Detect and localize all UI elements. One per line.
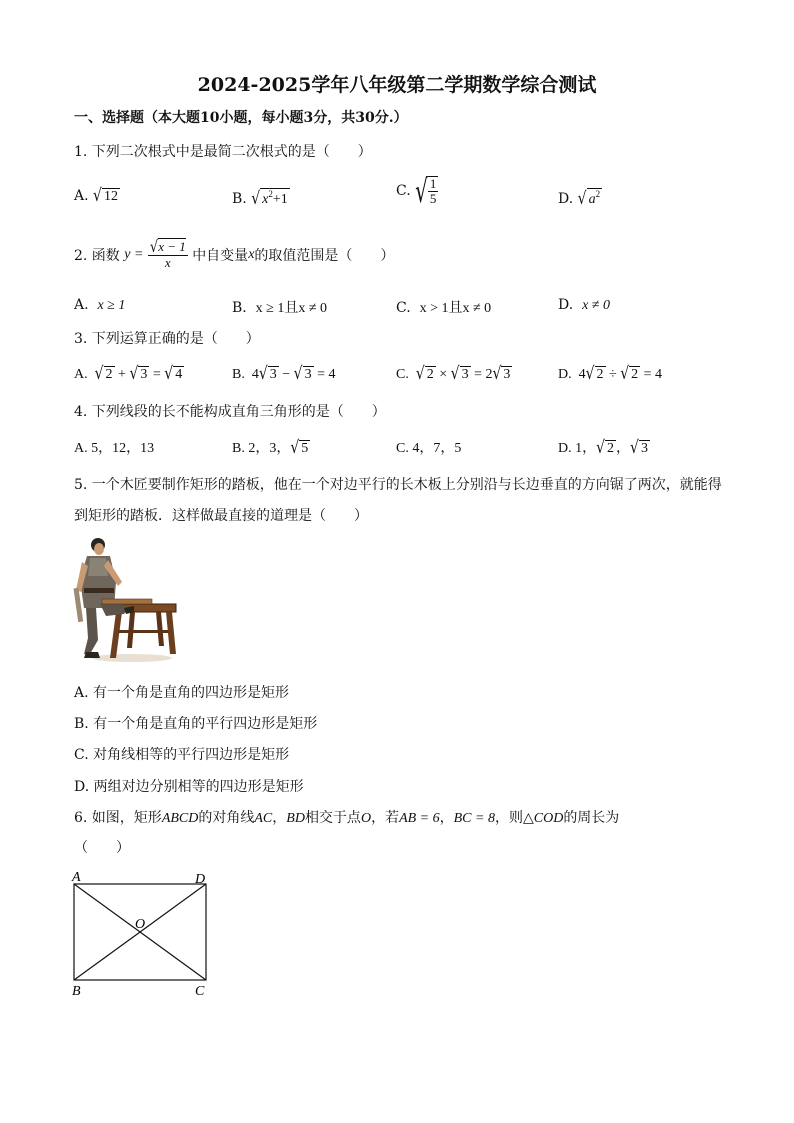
stem-text: 的周长为 xyxy=(563,810,620,826)
question-4-option-b[interactable]: B. 2，3，√ 5 xyxy=(232,438,309,458)
rectangle-name: ABCD xyxy=(161,811,199,826)
result: = 4 xyxy=(643,367,663,382)
rectangle-abcd-diagram xyxy=(66,868,216,1000)
question-4-stem: 4. 下列线段的长不能构成直角三角形的是（ ） xyxy=(74,404,386,420)
question-5-option-a[interactable]: A. 有一个角是直角的四边形是矩形 xyxy=(74,685,290,701)
option-text: x > 1且x ≠ 0 xyxy=(419,301,492,316)
triangle-cod: COD xyxy=(533,811,564,826)
radicand: 2 xyxy=(607,441,615,456)
option-label: D. xyxy=(558,191,574,207)
option-text: D. 1， xyxy=(558,441,597,456)
radicand: 3 xyxy=(503,367,511,382)
diagonal-ac: AC xyxy=(254,811,273,826)
numerator: √x − 1 xyxy=(149,238,186,257)
diagonal-bd: BD xyxy=(286,811,305,826)
fraction xyxy=(148,240,188,270)
operator: ÷ xyxy=(609,367,617,382)
length-ab: AB = 6 xyxy=(399,811,440,826)
radicand: 12 xyxy=(103,189,118,204)
radicand: 2 xyxy=(426,367,434,382)
question-3-stem: 3. 下列运算正确的是（ ） xyxy=(74,331,260,347)
question-3-option-c[interactable]: C. √ 2 × √ 3 = 2√ 3 xyxy=(396,364,511,384)
fraction xyxy=(428,176,439,206)
operator: − xyxy=(282,367,291,382)
question-2-option-b[interactable] xyxy=(232,297,327,317)
sqrt-expression: √ $x^2+1$ xyxy=(251,189,288,209)
option-label: B. xyxy=(232,191,247,207)
question-1-option-d[interactable] xyxy=(558,188,602,208)
stem-text: 相交于点 xyxy=(304,810,361,826)
operator: × xyxy=(439,367,448,382)
exponent: 2 xyxy=(268,189,273,199)
stem-text: ， xyxy=(272,810,287,826)
option-label: C. xyxy=(396,300,411,316)
exponent: 2 xyxy=(595,189,601,199)
numerator: 1 xyxy=(429,176,437,191)
question-6-answer-paren: （ ） xyxy=(74,840,130,856)
sqrt-expression: √ 12 xyxy=(93,186,118,206)
section-heading: 一、选择题（本大题10小题，每小题3分，共30分.） xyxy=(74,110,408,126)
result: = 2 xyxy=(474,367,493,382)
denominator: x xyxy=(164,255,171,270)
option-label: C. xyxy=(396,183,411,199)
question-2-stem xyxy=(74,240,394,270)
radicand: 3 xyxy=(304,367,312,382)
variable-x: x xyxy=(262,192,269,207)
page-title: 2024-2025学年八年级第二学期数学综合测试 xyxy=(197,74,597,96)
question-6-stem xyxy=(74,807,619,827)
radicand: 2 xyxy=(631,367,639,382)
question-1-option-c[interactable]: C. √ $\frac{1}{5}$ xyxy=(396,171,437,211)
question-3-option-b[interactable]: B. 4√ 3 − √ 3 = 4 xyxy=(232,364,336,384)
radicand-tail: +1 xyxy=(272,192,288,207)
vertex-label-a: A xyxy=(72,870,81,885)
radicand: 3 xyxy=(140,367,148,382)
result: = 4 xyxy=(317,367,336,382)
question-5-line-2: 到矩形的踏板．这样做最直接的道理是（ ） xyxy=(74,508,368,524)
question-4-option-d[interactable]: D. 1，√ 2 ，√ 3 xyxy=(558,438,648,458)
radicand: 3 xyxy=(269,367,277,382)
option-text: x ≥ 1 xyxy=(97,298,126,313)
stem-text: 的取值范围是（ ） xyxy=(254,248,395,264)
option-label: C. xyxy=(396,367,409,382)
question-3-option-d[interactable]: D. 4√ 2 ÷ √ 2 = 4 xyxy=(558,364,663,384)
option-label: A. xyxy=(74,367,88,382)
question-2-option-d[interactable] xyxy=(558,297,610,314)
question-4-option-c[interactable]: C. 4，7，5 xyxy=(396,441,462,456)
vertex-label-c: C xyxy=(195,984,205,999)
radicand: 2 xyxy=(596,367,604,382)
stem-text: 的对角线 xyxy=(198,810,255,826)
length-bc: BC = 8 xyxy=(453,811,495,826)
center-label-o: O xyxy=(135,917,146,932)
point-o: O xyxy=(360,811,372,826)
question-1-stem: 1. 下列二次根式中是最简二次根式的是（ ） xyxy=(74,144,372,160)
option-label: A. xyxy=(74,188,89,204)
question-5-line-1: 5. 一个木匠要制作矩形的踏板，他在一个对边平行的长木板上分别沿与长边垂直的方向锯了两次，就能得 xyxy=(74,477,722,493)
operator: = xyxy=(152,367,161,382)
stem-text: ，若 xyxy=(371,810,400,826)
question-1-option-a[interactable] xyxy=(74,188,120,205)
option-label: D. xyxy=(558,297,574,313)
option-text: B. 2，3， xyxy=(232,441,291,456)
vertex-label-b: B xyxy=(72,984,81,999)
question-2-option-a[interactable] xyxy=(74,297,125,314)
radicand: 3 xyxy=(640,441,648,456)
variable-a: a xyxy=(588,192,596,207)
vertex-label-d: D xyxy=(195,872,206,887)
radicand: x − 1 xyxy=(158,239,186,254)
option-text: x ≠ 0 xyxy=(582,298,610,313)
coefficient: 4 xyxy=(578,367,586,382)
stem-text: 中自变量 xyxy=(192,248,249,264)
coefficient: 4 xyxy=(251,367,259,382)
stem-text: 6. 如图，矩形 xyxy=(74,810,162,826)
stem-text: ， xyxy=(439,810,454,826)
stem-text: ，则△ xyxy=(494,810,534,826)
question-2-option-c[interactable] xyxy=(396,297,491,317)
option-label: D. xyxy=(558,367,572,382)
option-text: x ≥ 1且x ≠ 0 xyxy=(255,301,328,316)
carpenter-sawing-illustration xyxy=(72,536,184,666)
radicand: 4 xyxy=(175,367,183,382)
question-4-option-a[interactable]: A. 5，12，13 xyxy=(74,441,155,456)
operator: + xyxy=(118,367,126,382)
question-5-option-d[interactable]: D. 两组对边分别相等的四边形是矩形 xyxy=(74,779,304,795)
denominator: 5 xyxy=(429,191,437,206)
radicand: 2 xyxy=(105,367,113,382)
radicand: 3 xyxy=(461,367,469,382)
question-5-option-c[interactable]: C. 对角线相等的平行四边形是矩形 xyxy=(74,747,290,763)
function-y: y = xyxy=(124,247,144,262)
separator: ， xyxy=(616,441,631,456)
question-3-option-a[interactable]: A. √ 2 + √ 3 = √ 4 xyxy=(74,364,183,384)
option-label: A. xyxy=(74,297,89,313)
question-1-option-b[interactable] xyxy=(232,188,290,208)
variable-x: x xyxy=(248,247,255,262)
radicand: 5 xyxy=(301,441,309,456)
option-label: B. xyxy=(232,300,247,316)
question-5-option-b[interactable]: B. 有一个角是直角的平行四边形是矩形 xyxy=(74,716,318,732)
stem-text: 2. 函数 xyxy=(74,248,120,264)
option-label: B. xyxy=(232,367,245,382)
sqrt-expression: √ $a^2$ xyxy=(577,189,601,209)
